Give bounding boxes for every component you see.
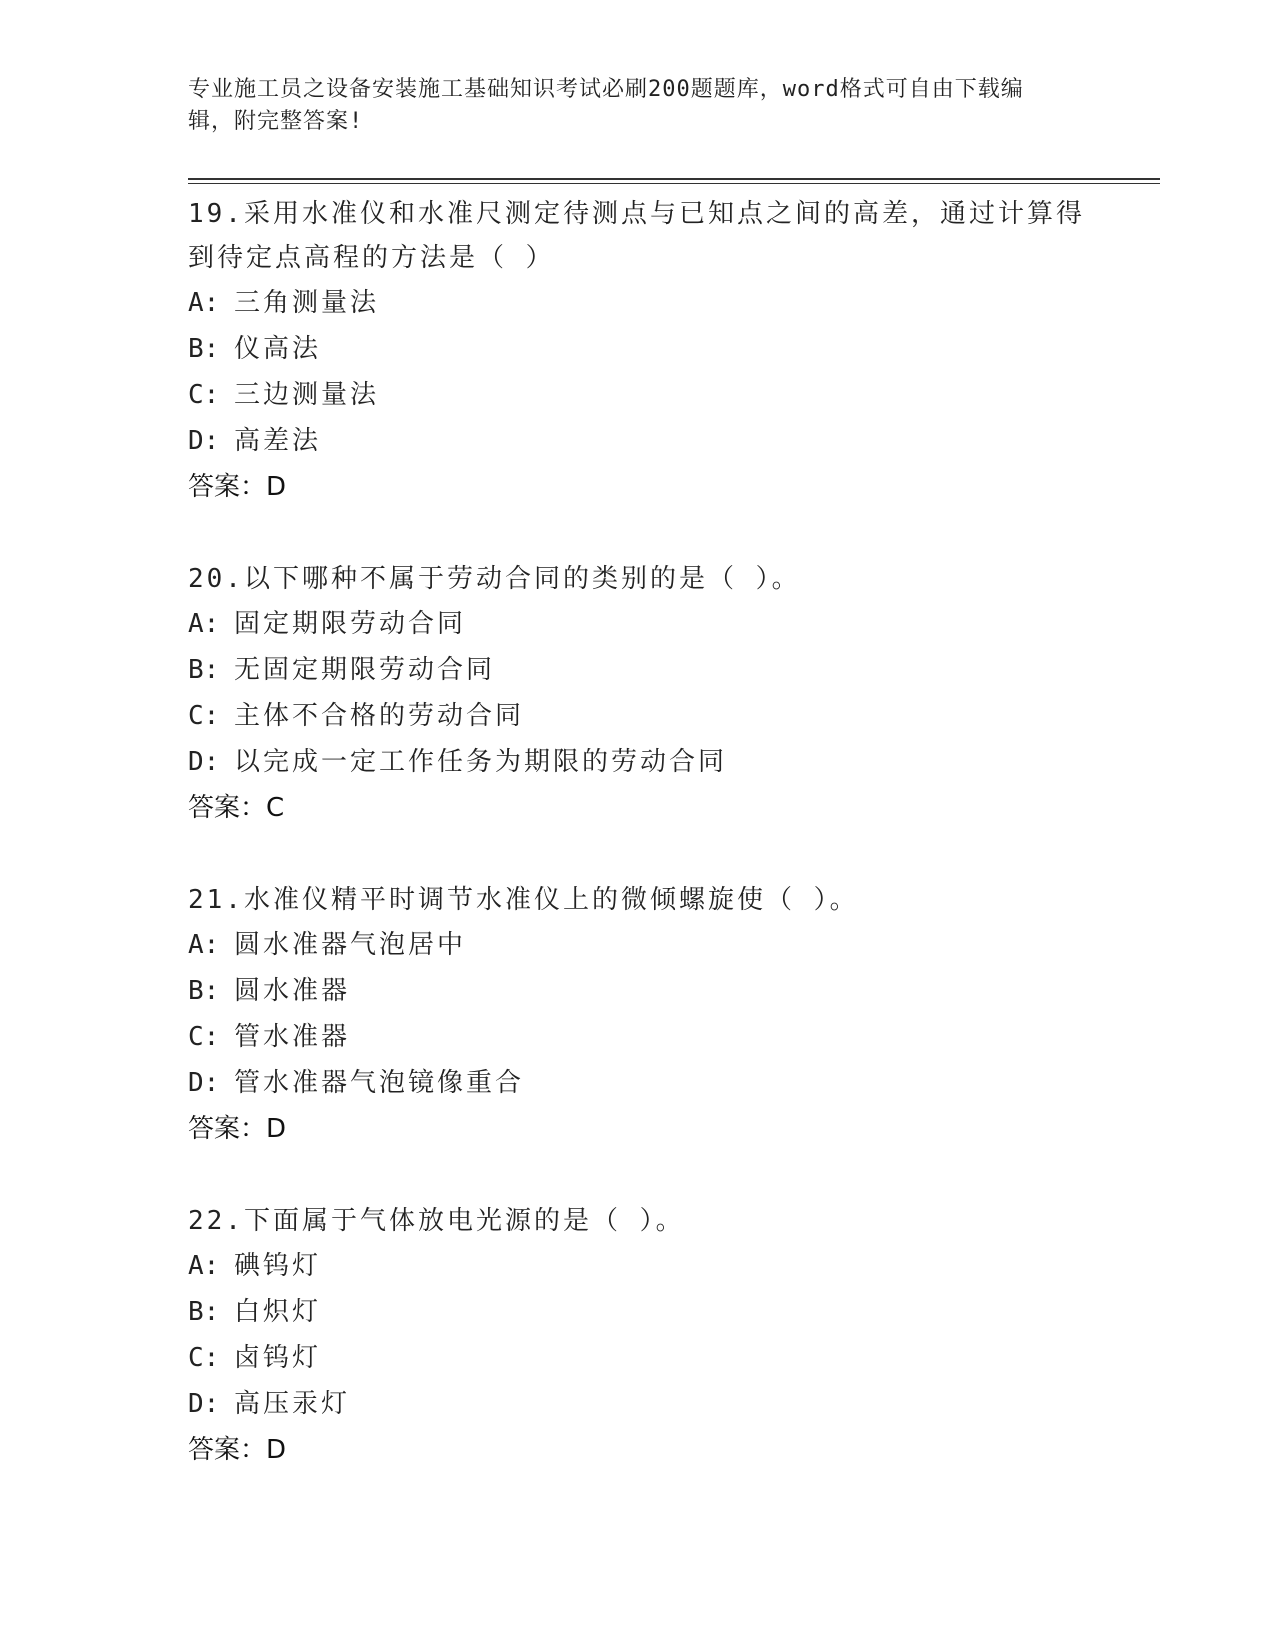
option-a bbox=[188, 280, 1088, 326]
answer-line: 答案：C bbox=[188, 793, 285, 823]
option-b bbox=[188, 326, 1088, 372]
answer-line: 答案：D bbox=[188, 472, 287, 502]
option-text: 主体不合格的劳动合同 bbox=[234, 701, 525, 731]
option-letter: D: bbox=[188, 1068, 220, 1098]
question-20 bbox=[188, 557, 1088, 831]
option-letter: C: bbox=[188, 380, 220, 410]
option-text: 以完成一定工作任务为期限的劳动合同 bbox=[234, 747, 728, 777]
option-text: 卤钨灯 bbox=[234, 1343, 322, 1373]
answer-line: 答案：D bbox=[188, 1114, 287, 1144]
question-list bbox=[188, 192, 1088, 1520]
option-letter: B: bbox=[188, 655, 220, 685]
option-letter: D: bbox=[188, 1389, 220, 1419]
option-a bbox=[188, 922, 1088, 968]
option-letter: C: bbox=[188, 701, 220, 731]
option-a bbox=[188, 601, 1088, 647]
option-text: 三边测量法 bbox=[234, 380, 380, 410]
option-text: 三角测量法 bbox=[234, 288, 380, 318]
option-text: 无固定期限劳动合同 bbox=[234, 655, 496, 685]
question-stem: 21.水准仪精平时调节水准仪上的微倾螺旋使（ ）。 bbox=[188, 885, 859, 915]
option-text: 圆水准器气泡居中 bbox=[234, 930, 467, 960]
option-text: 高差法 bbox=[234, 426, 322, 456]
header-divider-thick bbox=[188, 178, 1160, 180]
option-letter: D: bbox=[188, 747, 220, 777]
option-letter: B: bbox=[188, 976, 220, 1006]
option-d bbox=[188, 1060, 1088, 1106]
option-text: 固定期限劳动合同 bbox=[234, 609, 467, 639]
option-letter: D: bbox=[188, 426, 220, 456]
option-b bbox=[188, 968, 1088, 1014]
option-b bbox=[188, 647, 1088, 693]
header-divider-thin bbox=[188, 183, 1160, 184]
option-d bbox=[188, 418, 1088, 464]
option-b bbox=[188, 1289, 1088, 1335]
question-19 bbox=[188, 192, 1088, 510]
option-text: 管水准器气泡镜像重合 bbox=[234, 1068, 525, 1098]
option-text: 管水准器 bbox=[234, 1022, 351, 1052]
option-letter: A: bbox=[188, 1251, 220, 1281]
option-letter: C: bbox=[188, 1022, 220, 1052]
question-22 bbox=[188, 1199, 1088, 1473]
option-a bbox=[188, 1243, 1088, 1289]
option-d bbox=[188, 1381, 1088, 1427]
document-header: 专业施工员之设备安装施工基础知识考试必刷200题题库，word格式可自由下载编辑，附完整答案! bbox=[188, 77, 1024, 134]
question-21 bbox=[188, 878, 1088, 1152]
question-stem: 22.下面属于气体放电光源的是（ ）。 bbox=[188, 1206, 685, 1236]
option-text: 圆水准器 bbox=[234, 976, 351, 1006]
option-c bbox=[188, 1335, 1088, 1381]
option-letter: A: bbox=[188, 609, 220, 639]
option-text: 白炽灯 bbox=[234, 1297, 322, 1327]
question-stem: 20.以下哪种不属于劳动合同的类别的是（ ）。 bbox=[188, 564, 801, 594]
option-letter: A: bbox=[188, 930, 220, 960]
answer-line: 答案：D bbox=[188, 1435, 287, 1465]
option-letter: A: bbox=[188, 288, 220, 318]
option-text: 仪高法 bbox=[234, 334, 322, 364]
option-c bbox=[188, 372, 1088, 418]
option-c bbox=[188, 1014, 1088, 1060]
option-c bbox=[188, 693, 1088, 739]
option-letter: B: bbox=[188, 334, 220, 364]
option-text: 碘钨灯 bbox=[234, 1251, 322, 1281]
option-text: 高压汞灯 bbox=[234, 1389, 351, 1419]
option-d bbox=[188, 739, 1088, 785]
option-letter: C: bbox=[188, 1343, 220, 1373]
option-letter: B: bbox=[188, 1297, 220, 1327]
question-stem: 19.采用水准仪和水准尺测定待测点与已知点之间的高差，通过计算得到待定点高程的方法是（ ） bbox=[188, 199, 1085, 273]
